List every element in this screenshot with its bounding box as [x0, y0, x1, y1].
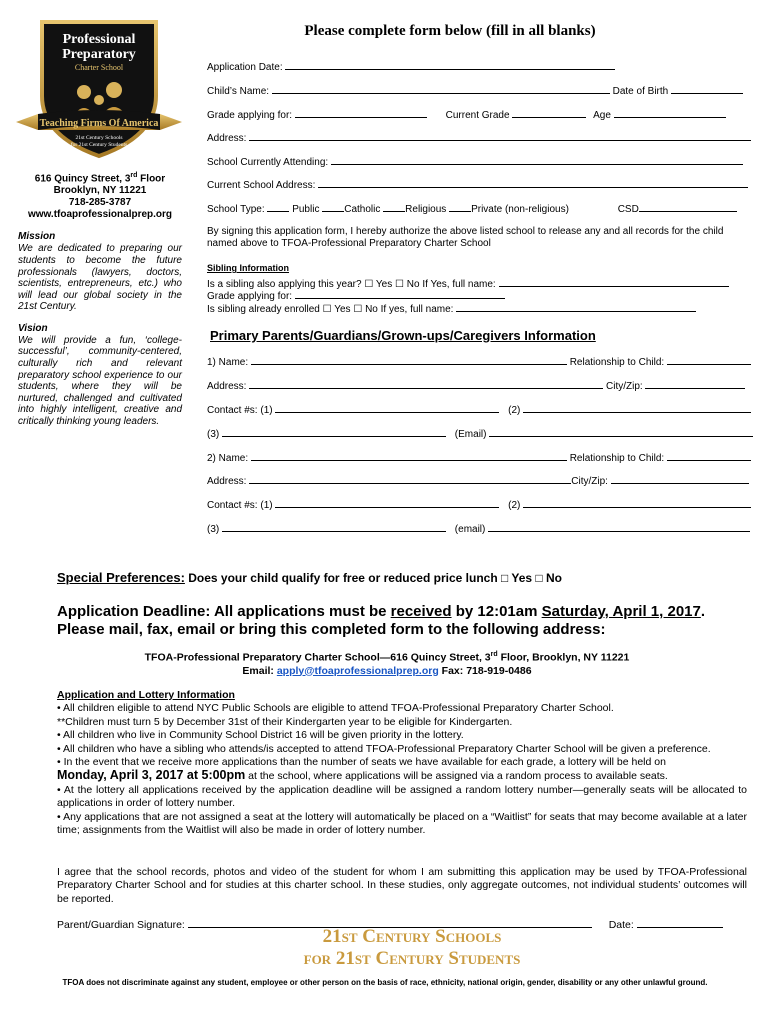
lottery-bullet: • At the lottery all applications received by the application deadline will be assigned a random lottery number—generally seats will be allocated to applications in order of lottery number. — [57, 783, 747, 810]
grade-row: Grade applying for: Current Grade Age — [207, 108, 726, 122]
school-address-row: Current School Address: — [207, 178, 748, 192]
phone-number: 718-285-3787 — [68, 197, 132, 209]
website-link[interactable]: www.tfoaprofessionalprep.org — [27, 209, 173, 221]
mission-heading: Mission — [18, 231, 56, 243]
parent1-name-field[interactable] — [251, 355, 567, 365]
parent2-contact1-field[interactable] — [275, 498, 499, 508]
enrolled-no-checkbox[interactable]: ☐ — [353, 304, 363, 315]
lottery-bullet: Monday, April 3, 2017 at 5:00pm at the school, where applications will be assigned via a random process to available seats. — [57, 768, 668, 783]
sibling-no-checkbox[interactable]: ☐ — [395, 279, 404, 290]
signature-date-field[interactable] — [637, 918, 723, 928]
parent2-contact-row: Contact #s: (1) (2) — [207, 498, 751, 512]
child-name-field[interactable] — [272, 84, 610, 94]
application-deadline: Application Deadline: All applications must be received by 12:01am Saturday, April 1, 2017. Please mail, fax, email or bring this completed form to the following address: — [57, 603, 706, 638]
lottery-heading: Application and Lottery Information — [57, 689, 235, 701]
parent1-address-field[interactable] — [249, 379, 603, 389]
parent1-contact-row: Contact #s: (1) (2) — [207, 403, 751, 417]
sibling-full-name-field[interactable] — [499, 277, 729, 287]
parent1-name-row: 1) Name: Relationship to Child: — [207, 355, 751, 369]
address-row: Address: — [207, 131, 751, 145]
lottery-info — [57, 689, 747, 837]
parent1-contact3-row: (3) (Email) — [207, 427, 753, 441]
grade-applying-field[interactable] — [295, 108, 427, 118]
city-address: Brooklyn, NY 11221 — [53, 185, 147, 197]
csd-field[interactable] — [639, 202, 737, 212]
parent2-address-field[interactable] — [249, 474, 571, 484]
logo-sub2: for 21st Century Students — [70, 142, 128, 148]
form-title: Please complete form below (fill in all blanks) — [304, 23, 596, 39]
sibling-grade-row: Grade applying for: — [207, 289, 505, 303]
nondiscrimination-footer: TFOA does not discriminate against any student, employee or other person on the basis of race, ethnicity, national origin, gender, disability or any other unlawful ground. — [62, 978, 708, 987]
parent2-cityzip-field[interactable] — [611, 474, 749, 484]
sibling-grade-field[interactable] — [295, 289, 505, 299]
watermark: 21st Century Schools for 21st Century Students — [303, 926, 521, 969]
lottery-bullet: • All children who live in Community School District 16 will be given priority in the lottery. — [57, 729, 464, 742]
lottery-bullet: **Children must turn 5 by December 31st of their Kindergarten year to be eligible for Kindergarten. — [57, 715, 513, 728]
vision-text: We will provide a fun, ‘college-successful’, community-centered, culturally rich and relevant preparatory school experience to our students, where they will be nurtured, challenged and cultivated into highly intelligent, creative and critically thinking young leaders. — [18, 334, 182, 428]
school-contact — [18, 170, 182, 221]
enrolled-full-name-field[interactable] — [456, 302, 696, 312]
parent2-name-field[interactable] — [251, 451, 567, 461]
application-date-row: Application Date: — [207, 60, 615, 74]
parent2-name-row: 2) Name: Relationship to Child: — [207, 451, 751, 465]
email-link[interactable]: apply@tfoaprofessionalprep.org — [276, 664, 439, 677]
logo-line2: Preparatory — [62, 47, 136, 62]
public-field[interactable] — [267, 202, 289, 212]
mailing-address: TFOA-Professional Preparatory Charter School—616 Quincy Street, 3rd Floor, Brooklyn, NY 11221 Email: apply@tfoaprofessionalprep.org Fax: 718-919-0486 — [144, 651, 630, 677]
lottery-bullet: • All children eligible to attend NYC Public Schools are eligible to attend TFOA-Professional Preparatory Charter School. — [57, 702, 614, 715]
sibling-applying-row: Is a sibling also applying this year? ☐ Yes ☐ No If Yes, full name: — [207, 277, 729, 291]
parent2-relationship-field[interactable] — [667, 451, 751, 461]
catholic-field[interactable] — [322, 202, 344, 212]
mission-text: We are dedicated to preparing our students to become the future professionals (lawyers, doctors, scientists, entrepreneurs, etc.) who will lead our global society in the 21st Century. — [18, 243, 182, 313]
sibling-heading: Sibling Information — [207, 263, 289, 273]
sidebar — [18, 170, 182, 428]
special-preferences: Special Preferences: Does your child qualify for free or reduced price lunch □ Yes □ No — [57, 570, 563, 585]
street-address: 616 Quincy Street, 3rd Floor — [34, 172, 166, 185]
parent2-email-field[interactable] — [488, 522, 750, 532]
lunch-yes-checkbox[interactable]: □ — [501, 571, 509, 585]
parent1-cityzip-field[interactable] — [645, 379, 745, 389]
parent1-contact3-field[interactable] — [222, 427, 446, 437]
parent1-email-field[interactable] — [489, 427, 753, 437]
logo-line3: Charter School — [74, 63, 124, 72]
logo-line1: Professional — [62, 32, 136, 47]
parent1-address-row: Address: City/Zip: — [207, 379, 745, 393]
school-logo — [14, 18, 184, 160]
enrolled-yes-checkbox[interactable]: ☐ — [322, 304, 332, 315]
sibling-yes-checkbox[interactable]: ☐ — [364, 279, 374, 290]
school-type-row: School Type: Public Catholic Religious Private (non-religious) CSD — [207, 202, 737, 216]
sibling-enrolled-row: Is sibling already enrolled ☐ Yes ☐ No If yes, full name: — [207, 302, 696, 316]
parent2-contact3-field[interactable] — [222, 522, 446, 532]
parent1-contact2-field[interactable] — [523, 403, 751, 413]
primary-parents-heading: Primary Parents/Guardians/Grown-ups/Caregivers Information — [210, 328, 596, 343]
logo-ribbon-text: Teaching Firms Of America — [39, 118, 159, 129]
child-name-row: Child’s Name: Date of Birth — [207, 84, 743, 98]
signature-row: Parent/Guardian Signature: Date: — [57, 918, 747, 931]
age-field[interactable] — [614, 108, 726, 118]
religious-field[interactable] — [383, 202, 405, 212]
date-of-birth-field[interactable] — [671, 84, 743, 94]
vision-heading: Vision — [18, 322, 48, 334]
special-preferences-label: Special Preferences: — [57, 570, 185, 585]
lottery-bullet: • Any applications that are not assigned a seat at the lottery will automatically be placed on a “Waitlist” for seats that may become available at a later time; assignments from the Waitlist will also be made in order of lottery number. — [57, 810, 747, 837]
school-address-field[interactable] — [318, 178, 748, 188]
current-grade-field[interactable] — [512, 108, 586, 118]
consent-text: By signing this application form, I hereby authorize the above listed school to release any and all records for the child named above to TFOA-Professional Preparatory Charter School — [207, 226, 724, 249]
lunch-no-checkbox[interactable]: □ — [535, 571, 543, 585]
parent1-relationship-field[interactable] — [667, 355, 751, 365]
lottery-bullet: • In the event that we receive more applications than the number of seats we have available for each grade, a lottery will be held on — [57, 756, 666, 769]
school-attending-field[interactable] — [331, 155, 743, 165]
parent1-contact1-field[interactable] — [275, 403, 499, 413]
address-field[interactable] — [249, 131, 751, 141]
private-field[interactable] — [449, 202, 471, 212]
school-attending-row: School Currently Attending: — [207, 155, 743, 169]
application-date-field[interactable] — [285, 60, 615, 70]
agreement-text: I agree that the school records, photos and video of the student for whom I am submitting this application may be used by TFOA-Professional Preparatory Charter School and for studies at this charter school. In these studies, only aggregate outcomes, not individual students’ outcomes will be reported. — [57, 866, 747, 905]
parent2-address-row: Address: City/Zip: — [207, 474, 749, 488]
logo-sub1: 21st Century Schools — [75, 135, 123, 141]
parent2-contact3-row: (3) (email) — [207, 522, 750, 536]
parent2-contact2-field[interactable] — [523, 498, 751, 508]
lottery-bullet: • All children who have a sibling who attends/is accepted to attend TFOA-Professional Preparatory Charter School will be given a preference. — [57, 742, 711, 755]
